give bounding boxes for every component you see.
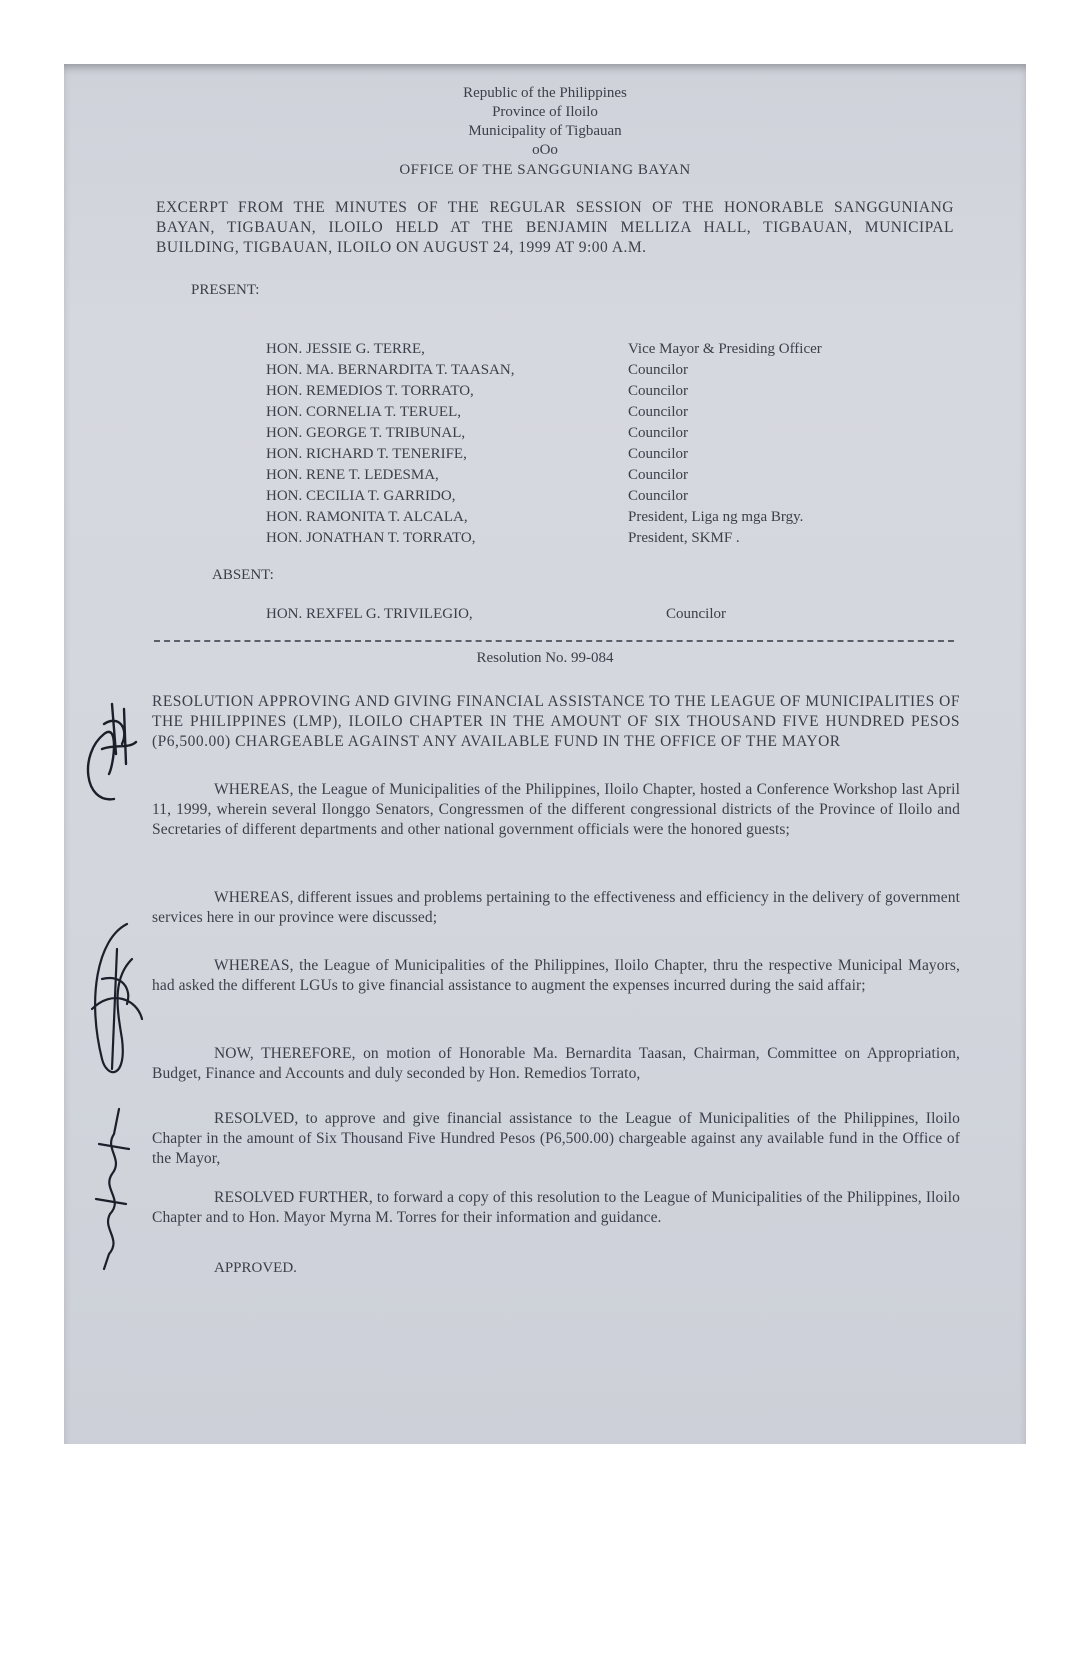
member-name: HON. REMEDIOS T. TORRATO, — [266, 383, 474, 399]
member-role: President, SKMF . — [628, 530, 740, 546]
resolved-further-paragraph: RESOLVED FURTHER, to forward a copy of this resolution to the League of Municipalities of the Philippines, Iloilo Chapter and to Hon. Mayor Myrna M. Torres for their information and guidance. — [152, 1189, 960, 1226]
present-member — [266, 423, 906, 444]
section-divider — [154, 640, 954, 642]
member-role: Councilor — [628, 467, 688, 483]
whereas-paragraph-3: WHEREAS, the League of Municipalities of the Philippines, Iloilo Chapter, thru the respective Municipal Mayors, had asked the different LGUs to give financial assistance to augment the expenses incurred during the said affair; — [152, 957, 960, 994]
resolved-paragraph: RESOLVED, to approve and give financial assistance to the League of Municipalities of the Philippines, Iloilo Chapter in the amount of Six Thousand Five Hundred Pesos (P6,500.00) chargeable against any available fund in the Office of the Mayor, — [152, 1110, 960, 1167]
present-member — [266, 360, 906, 381]
resolution-title: RESOLUTION APPROVING AND GIVING FINANCIAL ASSISTANCE TO THE LEAGUE OF MUNICIPALITIES OF THE PHILIPPINES (LMP), ILOILO CHAPTER IN THE AMOUNT OF SIX THOUSAND FIVE HUNDRED PESOS (P6,500.00) CHARGEABLE AGAINST ANY AVAILABLE FUND IN THE OFFICE OF THE MAYOR — [152, 693, 960, 750]
absent-role: Councilor — [666, 606, 726, 622]
member-role: Councilor — [628, 404, 688, 420]
member-name: HON. RICHARD T. TENERIFE, — [266, 446, 467, 462]
approved-label: APPROVED. — [214, 1260, 297, 1276]
present-label: PRESENT: — [191, 282, 260, 298]
header-office: OFFICE OF THE SANGGUNIANG BAYAN — [399, 162, 691, 178]
present-member — [266, 402, 906, 423]
member-name: HON. MA. BERNARDITA T. TAASAN, — [266, 362, 515, 378]
present-member — [266, 381, 906, 402]
member-role: Councilor — [628, 425, 688, 441]
signature-initial-3 — [84, 1104, 144, 1274]
header-province: Province of Iloilo — [492, 104, 598, 120]
document-page — [64, 64, 1026, 1444]
member-name: HON. GEORGE T. TRIBUNAL, — [266, 425, 466, 441]
member-role: Councilor — [628, 362, 688, 378]
member-role: Vice Mayor & Presiding Officer — [628, 341, 822, 357]
header-separator: oOo — [532, 142, 558, 158]
signature-initial-2 — [82, 919, 152, 1089]
member-role: Councilor — [628, 446, 688, 462]
present-member — [266, 444, 906, 465]
member-name: HON. JONATHAN T. TORRATO, — [266, 530, 476, 546]
whereas-paragraph-2: WHEREAS, different issues and problems pertaining to the effectiveness and efficiency in the delivery of government services here in our province were discussed; — [152, 889, 960, 926]
signature-initial-1 — [74, 694, 144, 814]
present-member — [266, 486, 906, 507]
member-name: HON. RENE T. LEDESMA, — [266, 467, 439, 483]
member-role: Councilor — [628, 383, 688, 399]
present-member — [266, 528, 906, 549]
member-name: HON. CECILIA T. GARRIDO, — [266, 488, 456, 504]
present-member — [266, 339, 906, 360]
present-list — [266, 339, 906, 549]
minutes-excerpt: EXCERPT FROM THE MINUTES OF THE REGULAR SESSION OF THE HONORABLE SANGGUNIANG BAYAN, TIGBAUAN, ILOILO HELD AT THE BENJAMIN MELLIZA HALL, TIGBAUAN, MUNICIPAL BUILDING, TIGBAUAN, ILOILO ON AUGUST 24, 1999 AT 9:00 A.M. — [156, 199, 954, 256]
member-role: Councilor — [628, 488, 688, 504]
header-municipality: Municipality of Tigbauan — [468, 123, 622, 139]
member-name: HON. JESSIE G. TERRE, — [266, 341, 425, 357]
absent-member — [266, 606, 726, 623]
motion-paragraph: NOW, THEREFORE, on motion of Honorable Ma. Bernardita Taasan, Chairman, Committee on Appropriation, Budget, Finance and Accounts and duly seconded by Hon. Remedios Torrato, — [152, 1045, 960, 1082]
header-republic: Republic of the Philippines — [463, 85, 627, 101]
present-member — [266, 507, 906, 528]
resolution-number: Resolution No. 99-084 — [476, 650, 614, 666]
member-name: HON. RAMONITA T. ALCALA, — [266, 509, 468, 525]
absent-name: HON. REXFEL G. TRIVILEGIO, — [266, 606, 473, 622]
member-role: President, Liga ng mga Brgy. — [628, 509, 804, 525]
whereas-paragraph-1: WHEREAS, the League of Municipalities of the Philippines, Iloilo Chapter, hosted a Conference Workshop last April 11, 1999, wherein several Ilonggo Senators, Congressmen of the different congressional districts of the Province of Iloilo and Secretaries of different departments and other national government officials were the honored guests; — [152, 781, 960, 838]
member-name: HON. CORNELIA T. TERUEL, — [266, 404, 461, 420]
present-member — [266, 465, 906, 486]
absent-label: ABSENT: — [212, 567, 274, 583]
